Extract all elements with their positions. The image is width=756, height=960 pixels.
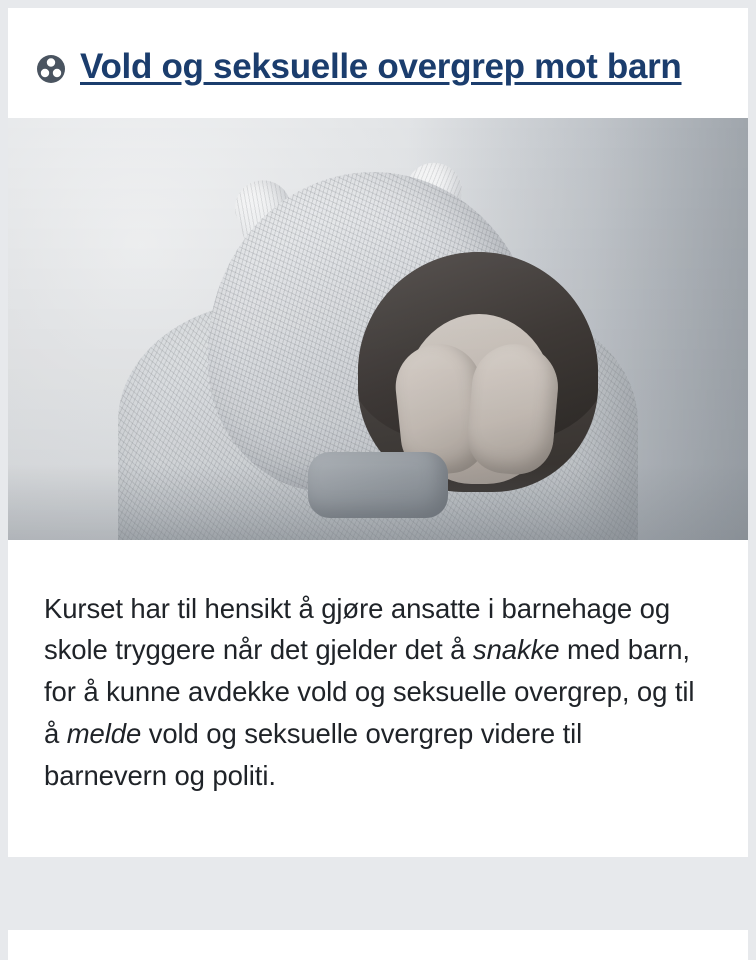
description-emphasis-2: melde	[66, 718, 142, 750]
hero-floor-shadow	[8, 464, 748, 540]
description-emphasis-1: snakke	[472, 634, 560, 666]
course-description	[8, 540, 748, 857]
description-part-1: Kurset har til hensikt å gjøre ansatte i barnehage og skole tryggere når det gjelder det å	[44, 592, 671, 666]
card-bottom-strip	[8, 930, 748, 960]
course-activity-icon	[36, 54, 66, 84]
course-title-link[interactable]: Vold og seksuelle overgrep mot barn	[80, 47, 682, 86]
description-part-3: vold og seksuelle overgrep videre til barnevern og politi.	[44, 718, 583, 791]
description-part-2: med barn, for å kunne avdekke vold og seksuelle overgrep, og til å	[44, 634, 695, 750]
course-hero-image	[8, 118, 748, 540]
course-card	[8, 8, 748, 857]
course-header	[8, 8, 748, 118]
